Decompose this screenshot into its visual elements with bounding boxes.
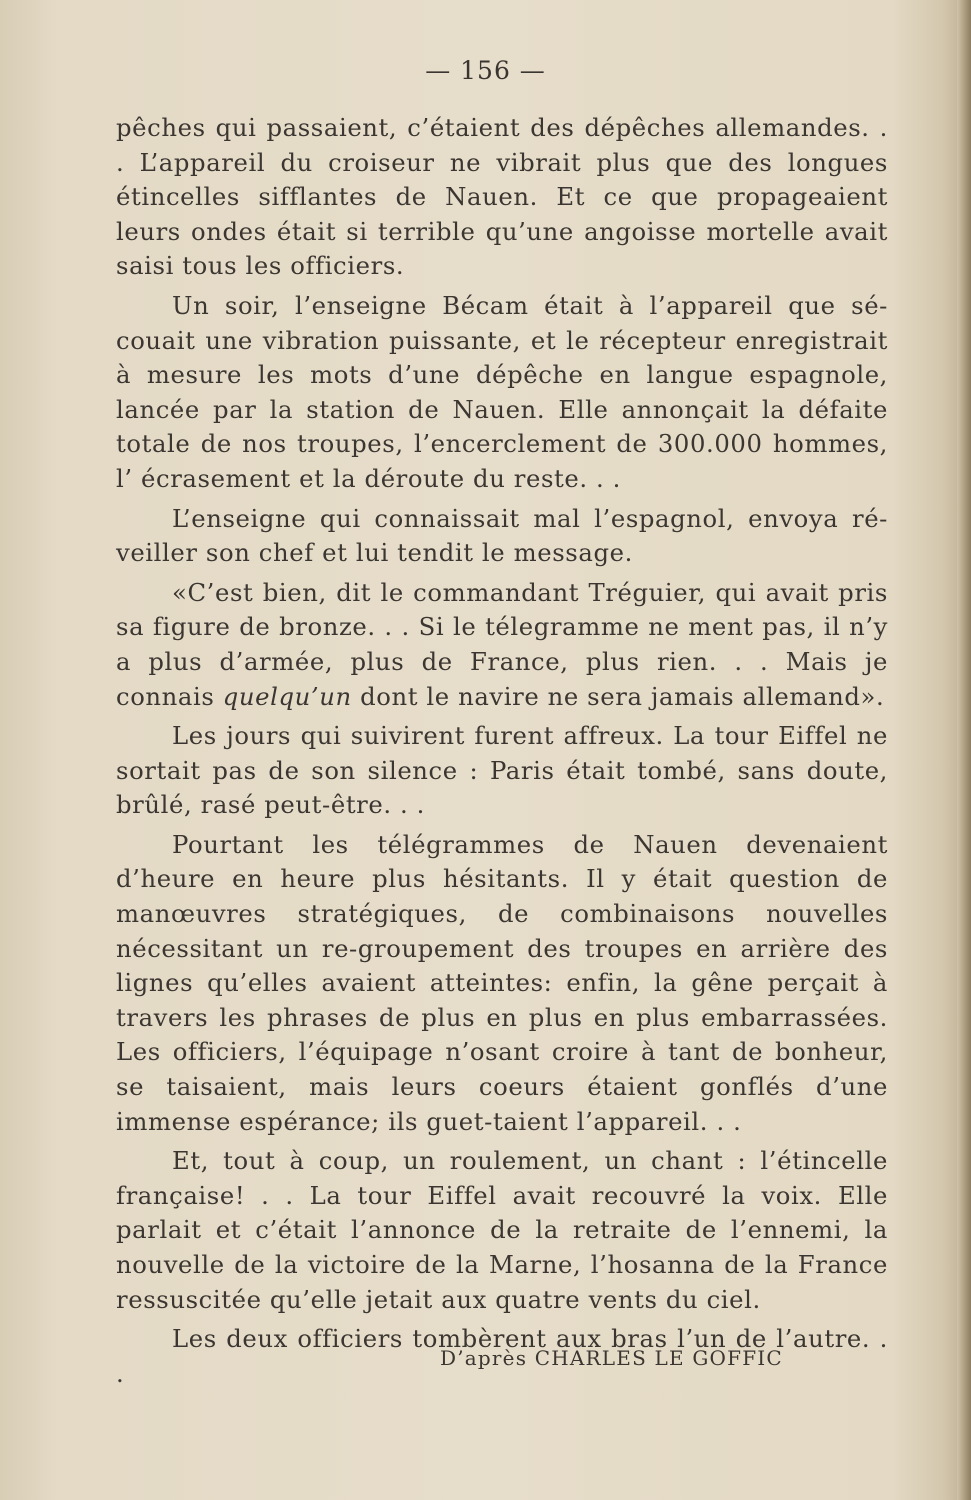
paragraph-3: L’enseigne qui connaissait mal l’espagnol, envoya ré-veiller son chef et lui tendit le message.	[116, 503, 888, 568]
paragraph-4	[116, 576, 888, 714]
paragraph-7: Et, tout à coup, un roulement, un chant : l’étincelle française! . . La tour Eiffel avait recouvré la voix. Elle parlait et c’était l’annonce de la retraite de l’ennemi, la nouvelle de la victoire de la Marne, l’hosanna de la France ressuscitée qu’elle jetait aux quatre vents du ciel.	[116, 1146, 888, 1314]
paragraph-8: Les deux officiers tombèrent aux bras l’un de l’autre. . .	[116, 1324, 888, 1388]
body-text	[116, 111, 888, 1396]
author-attribution: D’après CHARLES LE GOFFIC	[440, 1346, 783, 1370]
paragraph-2: Un soir, l’enseigne Bécam était à l’appareil que sé-couait une vibration puissante, et le récepteur enregistrait à mesure les mots d’une dépêche en langue espagnole, lancée par la station de Nauen. Elle annonçait la défaite totale de nos troupes, l’encerclement de 300.000 hommes, l’ écrasement et la déroute du reste. . .	[116, 290, 888, 493]
paragraph-4-before: «C’est bien, dit le commandant Tréguier, qui avait pris sa figure de bronze. . . Si le télegramme ne ment pas, il n’y a plus d’armée, plus de France, plus rien. . . Mais je connais	[116, 577, 888, 711]
paragraph-6: Pourtant les télégrammes de Nauen devenaient d’heure en heure plus hésitants. Il y était question de manœuvres stratégiques, de combinaisons nouvelles nécessitant un re-groupement des troupes en arrière des lignes qu’elles avaient atteintes: enfin, la gêne perçait à travers les phrases de plus en plus en plus embarrassées. Les officiers, l’équipage n’osant croire à tant de bonheur, se taisaient, mais leurs coeurs étaient gonflés d’une immense espérance; ils guet-taient l’appareil. . .	[116, 829, 888, 1136]
paragraph-1: pêches qui passaient, c’étaient des dépêches allemandes. . . L’appareil du croiseur ne vibrait plus que des longues étincelles sifflantes de Nauen. Et ce que propageaient leurs ondes était si terrible qu’une angoisse mortelle avait saisi tous les officiers.	[116, 113, 888, 281]
paragraph-4-after: dont le navire ne sera jamais allemand».	[351, 681, 885, 711]
page-number: — 156 —	[425, 56, 546, 85]
paragraph-5: Les jours qui suivirent furent affreux. La tour Eiffel ne sortait pas de son silence : Paris était tombé, sans doute, brûlé, rasé peut-être. . .	[116, 721, 888, 820]
paragraph-4-italic: quelqu’un	[222, 681, 352, 711]
page-edge	[957, 0, 971, 1500]
